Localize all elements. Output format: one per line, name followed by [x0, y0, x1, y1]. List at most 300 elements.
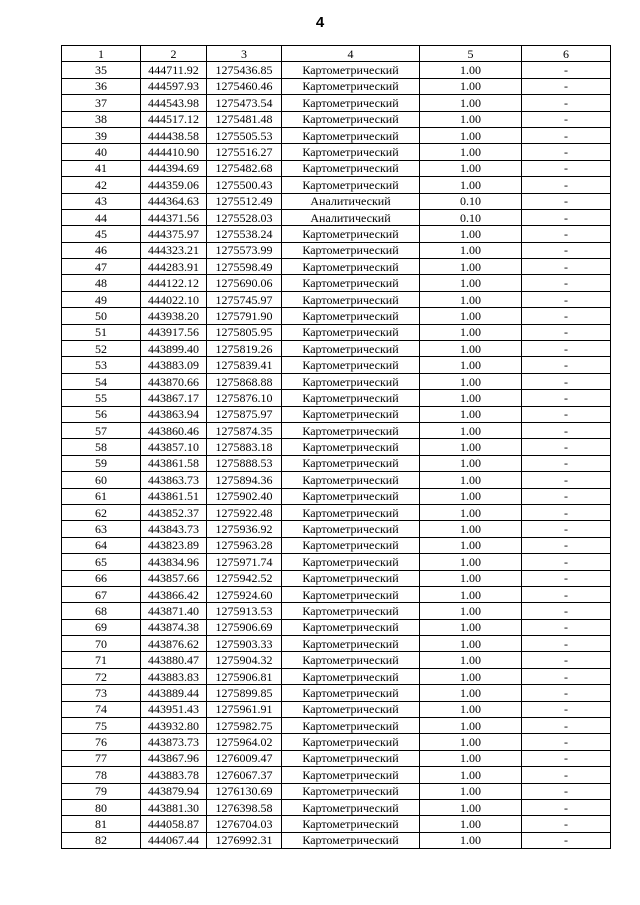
x-coordinate-cell: 443863.94 [141, 406, 207, 422]
method-cell: Картометрический [282, 816, 420, 832]
accuracy-cell: 1.00 [420, 734, 522, 750]
x-coordinate-cell: 443899.40 [141, 341, 207, 357]
accuracy-cell: 1.00 [420, 275, 522, 291]
y-coordinate-cell: 1275500.43 [207, 177, 282, 193]
note-cell: - [522, 701, 611, 717]
y-coordinate-cell: 1275903.33 [207, 636, 282, 652]
method-cell: Картометрический [282, 390, 420, 406]
y-coordinate-cell: 1276992.31 [207, 832, 282, 848]
y-coordinate-cell: 1275805.95 [207, 324, 282, 340]
x-coordinate-cell: 443871.40 [141, 603, 207, 619]
table-row [62, 750, 611, 766]
note-cell: - [522, 422, 611, 438]
method-cell: Картометрический [282, 832, 420, 848]
note-cell: - [522, 308, 611, 324]
point-number-cell: 59 [62, 455, 141, 471]
method-cell: Картометрический [282, 537, 420, 553]
x-coordinate-cell: 444543.98 [141, 95, 207, 111]
note-cell: - [522, 472, 611, 488]
x-coordinate-cell: 443834.96 [141, 554, 207, 570]
y-coordinate-cell: 1275902.40 [207, 488, 282, 504]
y-coordinate-cell: 1275791.90 [207, 308, 282, 324]
table-row [62, 439, 611, 455]
note-cell: - [522, 160, 611, 176]
point-number-cell: 60 [62, 472, 141, 488]
accuracy-cell: 1.00 [420, 406, 522, 422]
point-number-cell: 65 [62, 554, 141, 570]
table-row [62, 275, 611, 291]
note-cell: - [522, 291, 611, 307]
y-coordinate-cell: 1275516.27 [207, 144, 282, 160]
accuracy-cell: 1.00 [420, 95, 522, 111]
note-cell: - [522, 111, 611, 127]
accuracy-cell: 1.00 [420, 799, 522, 815]
table-row [62, 586, 611, 602]
point-number-cell: 80 [62, 799, 141, 815]
method-cell: Картометрический [282, 504, 420, 520]
accuracy-cell: 1.00 [420, 816, 522, 832]
method-cell: Картометрический [282, 603, 420, 619]
table-row [62, 619, 611, 635]
table-row [62, 521, 611, 537]
accuracy-cell: 1.00 [420, 259, 522, 275]
point-number-cell: 73 [62, 685, 141, 701]
y-coordinate-cell: 1275528.03 [207, 209, 282, 225]
x-coordinate-cell: 444364.63 [141, 193, 207, 209]
point-number-cell: 42 [62, 177, 141, 193]
note-cell: - [522, 78, 611, 94]
point-number-cell: 62 [62, 504, 141, 520]
note-cell: - [522, 226, 611, 242]
method-cell: Картометрический [282, 668, 420, 684]
point-number-cell: 48 [62, 275, 141, 291]
x-coordinate-cell: 443883.09 [141, 357, 207, 373]
table-row [62, 472, 611, 488]
accuracy-cell: 0.10 [420, 193, 522, 209]
note-cell: - [522, 373, 611, 389]
point-number-cell: 67 [62, 586, 141, 602]
x-coordinate-cell: 443917.56 [141, 324, 207, 340]
accuracy-cell: 1.00 [420, 291, 522, 307]
point-number-cell: 40 [62, 144, 141, 160]
y-coordinate-cell: 1275460.46 [207, 78, 282, 94]
point-number-cell: 47 [62, 259, 141, 275]
x-coordinate-cell: 443860.46 [141, 422, 207, 438]
table-row [62, 422, 611, 438]
x-coordinate-cell: 444359.06 [141, 177, 207, 193]
column-header-2: 2 [141, 46, 207, 62]
note-cell: - [522, 619, 611, 635]
x-coordinate-cell: 444597.93 [141, 78, 207, 94]
point-number-cell: 72 [62, 668, 141, 684]
y-coordinate-cell: 1275942.52 [207, 570, 282, 586]
x-coordinate-cell: 443876.62 [141, 636, 207, 652]
method-cell: Картометрический [282, 767, 420, 783]
y-coordinate-cell: 1276130.69 [207, 783, 282, 799]
x-coordinate-cell: 443861.51 [141, 488, 207, 504]
point-number-cell: 77 [62, 750, 141, 766]
y-coordinate-cell: 1275745.97 [207, 291, 282, 307]
accuracy-cell: 1.00 [420, 554, 522, 570]
y-coordinate-cell: 1275982.75 [207, 718, 282, 734]
y-coordinate-cell: 1275894.36 [207, 472, 282, 488]
method-cell: Картометрический [282, 701, 420, 717]
accuracy-cell: 1.00 [420, 357, 522, 373]
note-cell: - [522, 455, 611, 471]
y-coordinate-cell: 1275505.53 [207, 127, 282, 143]
y-coordinate-cell: 1275819.26 [207, 341, 282, 357]
point-number-cell: 39 [62, 127, 141, 143]
method-cell: Картометрический [282, 636, 420, 652]
table-row [62, 832, 611, 848]
x-coordinate-cell: 443938.20 [141, 308, 207, 324]
x-coordinate-cell: 443879.94 [141, 783, 207, 799]
method-cell: Картометрический [282, 308, 420, 324]
table-row [62, 226, 611, 242]
method-cell: Картометрический [282, 554, 420, 570]
note-cell: - [522, 127, 611, 143]
accuracy-cell: 1.00 [420, 652, 522, 668]
point-number-cell: 44 [62, 209, 141, 225]
table-row [62, 668, 611, 684]
point-number-cell: 55 [62, 390, 141, 406]
point-number-cell: 38 [62, 111, 141, 127]
table-row [62, 373, 611, 389]
x-coordinate-cell: 444394.69 [141, 160, 207, 176]
x-coordinate-cell: 444438.58 [141, 127, 207, 143]
note-cell: - [522, 652, 611, 668]
x-coordinate-cell: 444517.12 [141, 111, 207, 127]
method-cell: Картометрический [282, 472, 420, 488]
method-cell: Картометрический [282, 619, 420, 635]
accuracy-cell: 1.00 [420, 750, 522, 766]
method-cell: Картометрический [282, 275, 420, 291]
accuracy-cell: 1.00 [420, 537, 522, 553]
table-row [62, 701, 611, 717]
note-cell: - [522, 570, 611, 586]
accuracy-cell: 1.00 [420, 570, 522, 586]
method-cell: Картометрический [282, 242, 420, 258]
point-number-cell: 74 [62, 701, 141, 717]
table-row [62, 685, 611, 701]
note-cell: - [522, 488, 611, 504]
x-coordinate-cell: 443867.17 [141, 390, 207, 406]
table-row [62, 193, 611, 209]
accuracy-cell: 1.00 [420, 308, 522, 324]
method-cell: Картометрический [282, 62, 420, 78]
accuracy-cell: 1.00 [420, 324, 522, 340]
method-cell: Картометрический [282, 422, 420, 438]
table-row [62, 144, 611, 160]
accuracy-cell: 1.00 [420, 521, 522, 537]
method-cell: Картометрический [282, 144, 420, 160]
table-row [62, 111, 611, 127]
accuracy-cell: 1.00 [420, 701, 522, 717]
table-row [62, 455, 611, 471]
x-coordinate-cell: 444323.21 [141, 242, 207, 258]
point-number-cell: 45 [62, 226, 141, 242]
y-coordinate-cell: 1275512.49 [207, 193, 282, 209]
point-number-cell: 69 [62, 619, 141, 635]
note-cell: - [522, 767, 611, 783]
x-coordinate-cell: 444122.12 [141, 275, 207, 291]
note-cell: - [522, 62, 611, 78]
method-cell: Картометрический [282, 95, 420, 111]
y-coordinate-cell: 1275473.54 [207, 95, 282, 111]
y-coordinate-cell: 1275924.60 [207, 586, 282, 602]
note-cell: - [522, 685, 611, 701]
method-cell: Картометрический [282, 718, 420, 734]
x-coordinate-cell: 443852.37 [141, 504, 207, 520]
x-coordinate-cell: 443857.66 [141, 570, 207, 586]
table-row [62, 783, 611, 799]
method-cell: Картометрический [282, 127, 420, 143]
y-coordinate-cell: 1275874.35 [207, 422, 282, 438]
point-number-cell: 82 [62, 832, 141, 848]
table-row [62, 504, 611, 520]
table-row [62, 554, 611, 570]
table-row [62, 603, 611, 619]
y-coordinate-cell: 1275971.74 [207, 554, 282, 570]
x-coordinate-cell: 443863.73 [141, 472, 207, 488]
accuracy-cell: 1.00 [420, 586, 522, 602]
y-coordinate-cell: 1276067.37 [207, 767, 282, 783]
x-coordinate-cell: 443857.10 [141, 439, 207, 455]
accuracy-cell: 1.00 [420, 718, 522, 734]
method-cell: Картометрический [282, 291, 420, 307]
method-cell: Картометрический [282, 373, 420, 389]
method-cell: Картометрический [282, 570, 420, 586]
note-cell: - [522, 537, 611, 553]
method-cell: Картометрический [282, 357, 420, 373]
y-coordinate-cell: 1275888.53 [207, 455, 282, 471]
y-coordinate-cell: 1275963.28 [207, 537, 282, 553]
method-cell: Картометрический [282, 177, 420, 193]
accuracy-cell: 1.00 [420, 767, 522, 783]
method-cell: Картометрический [282, 488, 420, 504]
table-row [62, 718, 611, 734]
method-cell: Картометрический [282, 111, 420, 127]
point-number-cell: 75 [62, 718, 141, 734]
x-coordinate-cell: 444410.90 [141, 144, 207, 160]
point-number-cell: 79 [62, 783, 141, 799]
x-coordinate-cell: 443823.89 [141, 537, 207, 553]
accuracy-cell: 1.00 [420, 373, 522, 389]
note-cell: - [522, 636, 611, 652]
x-coordinate-cell: 444283.91 [141, 259, 207, 275]
y-coordinate-cell: 1275436.85 [207, 62, 282, 78]
note-cell: - [522, 390, 611, 406]
accuracy-cell: 1.00 [420, 422, 522, 438]
x-coordinate-cell: 444067.44 [141, 832, 207, 848]
note-cell: - [522, 521, 611, 537]
accuracy-cell: 1.00 [420, 226, 522, 242]
accuracy-cell: 1.00 [420, 111, 522, 127]
y-coordinate-cell: 1275883.18 [207, 439, 282, 455]
method-cell: Аналитический [282, 193, 420, 209]
note-cell: - [522, 750, 611, 766]
y-coordinate-cell: 1275904.32 [207, 652, 282, 668]
method-cell: Картометрический [282, 783, 420, 799]
accuracy-cell: 1.00 [420, 242, 522, 258]
y-coordinate-cell: 1275875.97 [207, 406, 282, 422]
point-number-cell: 53 [62, 357, 141, 373]
x-coordinate-cell: 444711.92 [141, 62, 207, 78]
note-cell: - [522, 504, 611, 520]
y-coordinate-cell: 1276704.03 [207, 816, 282, 832]
note-cell: - [522, 209, 611, 225]
point-number-cell: 58 [62, 439, 141, 455]
column-header-3: 3 [207, 46, 282, 62]
y-coordinate-cell: 1275876.10 [207, 390, 282, 406]
table-row [62, 242, 611, 258]
y-coordinate-cell: 1275868.88 [207, 373, 282, 389]
y-coordinate-cell: 1275690.06 [207, 275, 282, 291]
method-cell: Картометрический [282, 685, 420, 701]
x-coordinate-cell: 444371.56 [141, 209, 207, 225]
note-cell: - [522, 832, 611, 848]
point-number-cell: 49 [62, 291, 141, 307]
method-cell: Картометрический [282, 78, 420, 94]
y-coordinate-cell: 1275961.91 [207, 701, 282, 717]
note-cell: - [522, 668, 611, 684]
coordinates-table-body [62, 46, 611, 849]
point-number-cell: 52 [62, 341, 141, 357]
method-cell: Картометрический [282, 259, 420, 275]
y-coordinate-cell: 1276009.47 [207, 750, 282, 766]
x-coordinate-cell: 443881.30 [141, 799, 207, 815]
note-cell: - [522, 603, 611, 619]
x-coordinate-cell: 443883.78 [141, 767, 207, 783]
note-cell: - [522, 799, 611, 815]
point-number-cell: 61 [62, 488, 141, 504]
table-row [62, 734, 611, 750]
method-cell: Картометрический [282, 455, 420, 471]
point-number-cell: 35 [62, 62, 141, 78]
accuracy-cell: 1.00 [420, 783, 522, 799]
method-cell: Картометрический [282, 324, 420, 340]
y-coordinate-cell: 1275922.48 [207, 504, 282, 520]
method-cell: Картометрический [282, 406, 420, 422]
point-number-cell: 36 [62, 78, 141, 94]
table-row [62, 341, 611, 357]
x-coordinate-cell: 443873.73 [141, 734, 207, 750]
table-row [62, 816, 611, 832]
table-row [62, 636, 611, 652]
accuracy-cell: 1.00 [420, 144, 522, 160]
point-number-cell: 68 [62, 603, 141, 619]
note-cell: - [522, 357, 611, 373]
accuracy-cell: 1.00 [420, 341, 522, 357]
table-row [62, 291, 611, 307]
method-cell: Аналитический [282, 209, 420, 225]
accuracy-cell: 1.00 [420, 160, 522, 176]
note-cell: - [522, 193, 611, 209]
note-cell: - [522, 406, 611, 422]
point-number-cell: 54 [62, 373, 141, 389]
note-cell: - [522, 734, 611, 750]
y-coordinate-cell: 1275839.41 [207, 357, 282, 373]
note-cell: - [522, 439, 611, 455]
accuracy-cell: 1.00 [420, 177, 522, 193]
method-cell: Картометрический [282, 734, 420, 750]
accuracy-cell: 1.00 [420, 62, 522, 78]
table-row [62, 62, 611, 78]
point-number-cell: 63 [62, 521, 141, 537]
accuracy-cell: 1.00 [420, 390, 522, 406]
note-cell: - [522, 177, 611, 193]
y-coordinate-cell: 1275899.85 [207, 685, 282, 701]
point-number-cell: 78 [62, 767, 141, 783]
note-cell: - [522, 554, 611, 570]
x-coordinate-cell: 444022.10 [141, 291, 207, 307]
coordinates-table [61, 45, 611, 849]
point-number-cell: 64 [62, 537, 141, 553]
accuracy-cell: 1.00 [420, 439, 522, 455]
method-cell: Картометрический [282, 750, 420, 766]
method-cell: Картометрический [282, 799, 420, 815]
accuracy-cell: 1.00 [420, 455, 522, 471]
y-coordinate-cell: 1275598.49 [207, 259, 282, 275]
x-coordinate-cell: 443870.66 [141, 373, 207, 389]
accuracy-cell: 0.10 [420, 209, 522, 225]
column-header-6: 6 [522, 46, 611, 62]
table-row [62, 78, 611, 94]
table-row [62, 127, 611, 143]
point-number-cell: 70 [62, 636, 141, 652]
point-number-cell: 37 [62, 95, 141, 111]
point-number-cell: 43 [62, 193, 141, 209]
note-cell: - [522, 275, 611, 291]
method-cell: Картометрический [282, 652, 420, 668]
column-header-4: 4 [282, 46, 420, 62]
column-header-5: 5 [420, 46, 522, 62]
accuracy-cell: 1.00 [420, 832, 522, 848]
note-cell: - [522, 341, 611, 357]
point-number-cell: 57 [62, 422, 141, 438]
table-row [62, 767, 611, 783]
point-number-cell: 50 [62, 308, 141, 324]
accuracy-cell: 1.00 [420, 78, 522, 94]
y-coordinate-cell: 1275906.81 [207, 668, 282, 684]
x-coordinate-cell: 443932.80 [141, 718, 207, 734]
table-row [62, 537, 611, 553]
x-coordinate-cell: 444058.87 [141, 816, 207, 832]
accuracy-cell: 1.00 [420, 472, 522, 488]
accuracy-cell: 1.00 [420, 504, 522, 520]
method-cell: Картометрический [282, 226, 420, 242]
x-coordinate-cell: 443889.44 [141, 685, 207, 701]
table-row [62, 799, 611, 815]
table-row [62, 488, 611, 504]
accuracy-cell: 1.00 [420, 636, 522, 652]
column-header-1: 1 [62, 46, 141, 62]
method-cell: Картометрический [282, 586, 420, 602]
accuracy-cell: 1.00 [420, 619, 522, 635]
note-cell: - [522, 259, 611, 275]
table-row [62, 357, 611, 373]
table-row [62, 390, 611, 406]
note-cell: - [522, 816, 611, 832]
x-coordinate-cell: 443951.43 [141, 701, 207, 717]
method-cell: Картометрический [282, 160, 420, 176]
y-coordinate-cell: 1275482.68 [207, 160, 282, 176]
note-cell: - [522, 783, 611, 799]
note-cell: - [522, 95, 611, 111]
note-cell: - [522, 242, 611, 258]
table-row [62, 177, 611, 193]
y-coordinate-cell: 1275481.48 [207, 111, 282, 127]
